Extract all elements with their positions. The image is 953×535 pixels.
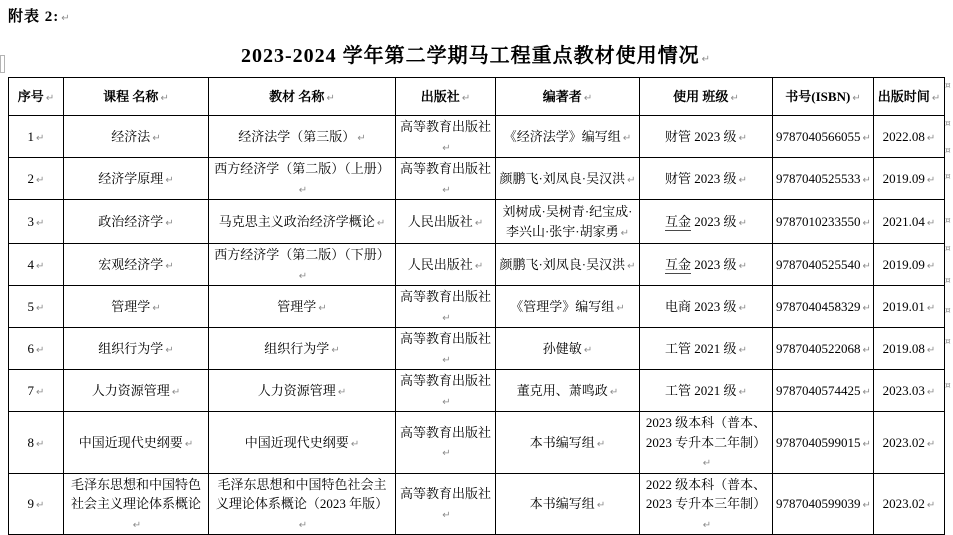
paragraph-mark-icon: ↵ [442, 396, 451, 408]
paragraph-mark-icon: ↵ [36, 217, 45, 229]
cell-isbn[interactable]: 9787040566055 ↵ [773, 116, 874, 158]
table-row [9, 328, 945, 370]
paragraph-mark-icon: ↵ [442, 142, 451, 154]
paragraph-mark-icon: ↵ [627, 260, 636, 272]
paragraph-mark-icon: ↵ [738, 174, 747, 186]
paragraph-mark-icon: ↵ [318, 302, 327, 314]
paragraph-mark-icon: ↵ [609, 386, 619, 398]
paragraph-mark-icon: ↵ [702, 519, 712, 531]
textbook-usage-table [8, 77, 945, 535]
header-row [9, 78, 945, 116]
table-row [9, 158, 945, 200]
paragraph-mark-icon: ↵ [132, 519, 142, 531]
cell-isbn[interactable]: 9787040525540 ↵ [773, 244, 874, 286]
row-end-mark-icon: ¤ [945, 337, 951, 347]
paragraph-mark-icon: ↵ [926, 132, 936, 144]
cell-isbn[interactable]: 9787040522068 ↵ [773, 328, 874, 370]
paragraph-mark-icon: ↵ [461, 92, 471, 104]
cell-isbn[interactable]: 9787040574425 ↵ [773, 370, 874, 412]
cell-authors[interactable]: 《管理学》编写组 ↵ [496, 286, 640, 328]
column-header-publisher[interactable]: 出版社 ↵ [396, 78, 496, 116]
cell-no[interactable]: 3 ↵ [9, 200, 64, 244]
paragraph-mark-icon: ↵ [862, 302, 871, 314]
column-header-textbook[interactable]: 教材 名称 ↵ [209, 78, 396, 116]
cell-date[interactable]: 2023.02 ↵ [874, 412, 945, 474]
paragraph-mark-icon: ↵ [926, 174, 936, 186]
paragraph-mark-icon: ↵ [701, 54, 712, 65]
appendix-label[interactable]: 附表 2: ↵ [8, 9, 71, 25]
paragraph-mark-icon: ↵ [36, 260, 45, 272]
cell-authors[interactable]: 董克用、萧鸣政 ↵ [496, 370, 640, 412]
paragraph-mark-icon: ↵ [442, 448, 451, 460]
cell-publisher[interactable]: 高等教育出版社↵ [396, 412, 496, 474]
row-end-mark-icon: ¤ [945, 81, 951, 91]
cell-textbook[interactable]: 中国近现代史纲要 ↵ [209, 412, 396, 474]
paragraph-mark-icon: ↵ [165, 344, 174, 356]
cell-date[interactable]: 2019.09 ↵ [874, 244, 945, 286]
cell-textbook[interactable]: 西方经济学（第二版）（下册）↵ [209, 244, 396, 286]
paragraph-mark-icon: ↵ [596, 500, 606, 511]
paragraph-mark-icon: ↵ [852, 92, 861, 104]
cell-date[interactable]: 2021.04 ↵ [874, 200, 945, 244]
paragraph-mark-icon: ↵ [730, 92, 739, 104]
underlined-class-name: 互金 [665, 213, 692, 229]
paragraph-mark-icon: ↵ [862, 217, 871, 229]
paragraph-mark-icon: ↵ [862, 386, 871, 398]
paragraph-mark-icon: ↵ [627, 174, 636, 186]
row-end-mark-icon: ¤ [945, 119, 951, 129]
cell-date[interactable]: 2019.08 ↵ [874, 328, 945, 370]
cell-no[interactable]: 4 ↵ [9, 244, 64, 286]
cell-textbook[interactable]: 毛泽东思想和中国特色社会主义理论体系概论（2023 年版）↵ [209, 473, 396, 535]
column-header-course[interactable]: 课程 名称 ↵ [64, 78, 209, 116]
row-end-mark-icon: ¤ [945, 172, 951, 182]
cell-class[interactable]: 工管 2021 级 ↵ [640, 328, 773, 370]
cell-class[interactable]: 2022 级本科（普本、2023 专升本三年制）↵ [640, 473, 773, 535]
paragraph-mark-icon: ↵ [738, 260, 747, 272]
cell-publisher[interactable]: 高等教育出版社↵ [396, 328, 496, 370]
paragraph-mark-icon: ↵ [298, 184, 308, 196]
paragraph-mark-icon: ↵ [350, 438, 360, 450]
cell-course[interactable]: 政治经济学 ↵ [64, 200, 209, 244]
cell-no[interactable]: 7 ↵ [9, 370, 64, 412]
column-header-authors[interactable]: 编著者 ↵ [496, 78, 640, 116]
cell-authors[interactable]: 本书编写组 ↵ [496, 473, 640, 535]
paragraph-mark-icon: ↵ [442, 184, 451, 196]
paragraph-mark-icon: ↵ [926, 438, 936, 450]
paragraph-mark-icon: ↵ [184, 438, 194, 450]
paragraph-mark-icon: ↵ [474, 217, 484, 229]
paragraph-mark-icon: ↵ [926, 500, 936, 511]
paragraph-mark-icon: ↵ [36, 438, 45, 450]
column-header-date[interactable]: 出版时间 ↵ [874, 78, 945, 116]
paragraph-mark-icon: ↵ [165, 174, 174, 186]
row-end-mark-icon: ¤ [945, 306, 951, 316]
paragraph-mark-icon: ↵ [622, 132, 632, 144]
paragraph-mark-icon: ↵ [36, 174, 45, 186]
paragraph-mark-icon: ↵ [926, 217, 936, 229]
cell-no[interactable]: 1 ↵ [9, 116, 64, 158]
column-header-no[interactable]: 序号 ↵ [9, 78, 64, 116]
cell-class[interactable]: 2023 级本科（普本、2023 专升本二年制）↵ [640, 412, 773, 474]
cell-class[interactable]: 财管 2023 级 ↵ [640, 116, 773, 158]
paragraph-mark-icon: ↵ [36, 302, 45, 314]
paragraph-mark-icon: ↵ [36, 344, 45, 356]
cell-isbn[interactable]: 9787040599039 ↵ [773, 473, 874, 535]
paragraph-mark-icon: ↵ [160, 92, 169, 104]
table-row [9, 116, 945, 158]
table-row [9, 412, 945, 474]
row-end-mark-icon: ¤ [945, 276, 951, 286]
paragraph-mark-icon: ↵ [474, 260, 484, 272]
paragraph-mark-icon: ↵ [926, 260, 936, 272]
paragraph-mark-icon: ↵ [152, 302, 161, 314]
paragraph-mark-icon: ↵ [61, 13, 71, 24]
underlined-class-name: 互金 [665, 256, 692, 272]
cell-date[interactable]: 2019.09 ↵ [874, 158, 945, 200]
paragraph-mark-icon: ↵ [165, 217, 174, 229]
paragraph-mark-icon: ↵ [702, 458, 712, 469]
paragraph-mark-icon: ↵ [165, 260, 174, 272]
paragraph-mark-icon: ↵ [357, 132, 366, 144]
cell-authors[interactable]: 颜鹏飞·刘凤良·吴汉洪 ↵ [496, 158, 640, 200]
cell-course[interactable]: 人力资源管理 ↵ [64, 370, 209, 412]
paragraph-mark-icon: ↵ [738, 386, 747, 398]
column-header-class[interactable]: 使用 班级 ↵ [640, 78, 773, 116]
cell-isbn[interactable]: 9787040599015 ↵ [773, 412, 874, 474]
paragraph-mark-icon: ↵ [616, 302, 625, 314]
paragraph-mark-icon: ↵ [331, 344, 340, 356]
paragraph-mark-icon: ↵ [738, 217, 747, 229]
cell-no[interactable]: 8 ↵ [9, 412, 64, 474]
row-end-mark-icon: ¤ [945, 381, 951, 391]
cell-date[interactable]: 2023.02 ↵ [874, 473, 945, 535]
cell-authors[interactable]: 孙健敏 ↵ [496, 328, 640, 370]
paragraph-mark-icon: ↵ [862, 344, 871, 356]
cell-authors[interactable]: 颜鹏飞·刘凤良·吴汉洪 ↵ [496, 244, 640, 286]
cell-course[interactable]: 宏观经济学 ↵ [64, 244, 209, 286]
cell-course[interactable]: 中国近现代史纲要 ↵ [64, 412, 209, 474]
paragraph-mark-icon: ↵ [738, 344, 747, 356]
cell-course[interactable]: 组织行为学 ↵ [64, 328, 209, 370]
paragraph-mark-icon: ↵ [926, 386, 936, 398]
cell-class[interactable]: 工管 2021 级 ↵ [640, 370, 773, 412]
cell-textbook[interactable]: 组织行为学 ↵ [209, 328, 396, 370]
paragraph-mark-icon: ↵ [926, 344, 936, 356]
cell-class[interactable]: 财管 2023 级 ↵ [640, 158, 773, 200]
paragraph-mark-icon: ↵ [298, 519, 308, 531]
paragraph-mark-icon: ↵ [862, 260, 871, 272]
paragraph-mark-icon: ↵ [442, 509, 451, 521]
paragraph-mark-icon: ↵ [326, 92, 335, 104]
cell-no[interactable]: 5 ↵ [9, 286, 64, 328]
paragraph-mark-icon: ↵ [862, 132, 871, 144]
paragraph-mark-icon: ↵ [738, 302, 747, 314]
cell-no[interactable]: 9 ↵ [9, 473, 64, 535]
cell-isbn[interactable]: 9787010233550 ↵ [773, 200, 874, 244]
paragraph-mark-icon: ↵ [862, 174, 871, 186]
cell-publisher[interactable]: 高等教育出版社↵ [396, 286, 496, 328]
cell-course[interactable]: 毛泽东思想和中国特色社会主义理论体系概论↵ [64, 473, 209, 535]
paragraph-mark-icon: ↵ [45, 92, 55, 104]
cell-date[interactable]: 2023.03 ↵ [874, 370, 945, 412]
cell-authors[interactable]: 刘树成·吴树青·纪宝成·李兴山·张宇·胡家勇 ↵ [496, 200, 640, 244]
table-row [9, 244, 945, 286]
cell-no[interactable]: 6 ↵ [9, 328, 64, 370]
paragraph-mark-icon: ↵ [36, 132, 45, 144]
cell-publisher[interactable]: 人民出版社 ↵ [396, 200, 496, 244]
column-header-isbn[interactable]: 书号(ISBN) ↵ [773, 78, 874, 116]
cell-class[interactable]: 互金 2023 级 ↵ [640, 244, 773, 286]
row-end-mark-icon: ¤ [945, 216, 951, 226]
paragraph-mark-icon: ↵ [171, 386, 181, 398]
cell-publisher[interactable]: 高等教育出版社↵ [396, 370, 496, 412]
cell-date[interactable]: 2022.08 ↵ [874, 116, 945, 158]
paragraph-mark-icon: ↵ [931, 92, 941, 104]
paragraph-mark-icon: ↵ [596, 438, 606, 450]
paragraph-mark-icon: ↵ [298, 270, 308, 282]
cell-isbn[interactable]: 9787040525533 ↵ [773, 158, 874, 200]
cell-course[interactable]: 经济学原理 ↵ [64, 158, 209, 200]
paragraph-mark-icon: ↵ [926, 302, 936, 314]
cell-course[interactable]: 经济法 ↵ [64, 116, 209, 158]
cell-date[interactable]: 2019.01 ↵ [874, 286, 945, 328]
paragraph-mark-icon: ↵ [620, 227, 630, 239]
cell-publisher[interactable]: 高等教育出版社↵ [396, 158, 496, 200]
row-end-mark-icon: ¤ [945, 146, 951, 156]
cell-textbook[interactable]: 西方经济学（第二版）（上册）↵ [209, 158, 396, 200]
cell-textbook[interactable]: 马克思主义政治经济学概论 ↵ [209, 200, 396, 244]
cell-class[interactable]: 电商 2023 级 ↵ [640, 286, 773, 328]
row-end-mark-icon: ¤ [945, 244, 951, 254]
paragraph-mark-icon: ↵ [583, 92, 593, 104]
paragraph-mark-icon: ↵ [337, 386, 347, 398]
paragraph-mark-icon: ↵ [738, 132, 747, 144]
cell-authors[interactable]: 本书编写组 ↵ [496, 412, 640, 474]
cell-textbook[interactable]: 人力资源管理 ↵ [209, 370, 396, 412]
cell-class[interactable]: 互金 2023 级 ↵ [640, 200, 773, 244]
paragraph-mark-icon: ↵ [442, 312, 451, 324]
paragraph-mark-icon: ↵ [36, 386, 45, 398]
table-row [9, 473, 945, 535]
cell-publisher[interactable]: 人民出版社 ↵ [396, 244, 496, 286]
paragraph-mark-icon: ↵ [862, 500, 871, 511]
cell-textbook[interactable]: 管理学 ↵ [209, 286, 396, 328]
cell-isbn[interactable]: 9787040458329 ↵ [773, 286, 874, 328]
page-title[interactable]: 2023-2024 学年第二学期马工程重点教材使用情况 ↵ [240, 45, 712, 67]
table-row [9, 200, 945, 244]
paragraph-mark-icon: ↵ [152, 132, 161, 144]
cell-course[interactable]: 管理学 ↵ [64, 286, 209, 328]
table-row [9, 370, 945, 412]
cell-textbook[interactable]: 经济法学（第三版） ↵ [209, 116, 396, 158]
paragraph-mark-icon: ↵ [376, 217, 386, 229]
cell-publisher[interactable]: 高等教育出版社↵ [396, 116, 496, 158]
table-row [9, 286, 945, 328]
paragraph-mark-icon: ↵ [862, 438, 871, 450]
paragraph-mark-icon: ↵ [583, 344, 593, 356]
cell-no[interactable]: 2 ↵ [9, 158, 64, 200]
paragraph-mark-icon: ↵ [36, 500, 45, 511]
paragraph-mark-icon: ↵ [442, 354, 451, 366]
cell-publisher[interactable]: 高等教育出版社↵ [396, 473, 496, 535]
cell-authors[interactable]: 《经济法学》编写组 ↵ [496, 116, 640, 158]
